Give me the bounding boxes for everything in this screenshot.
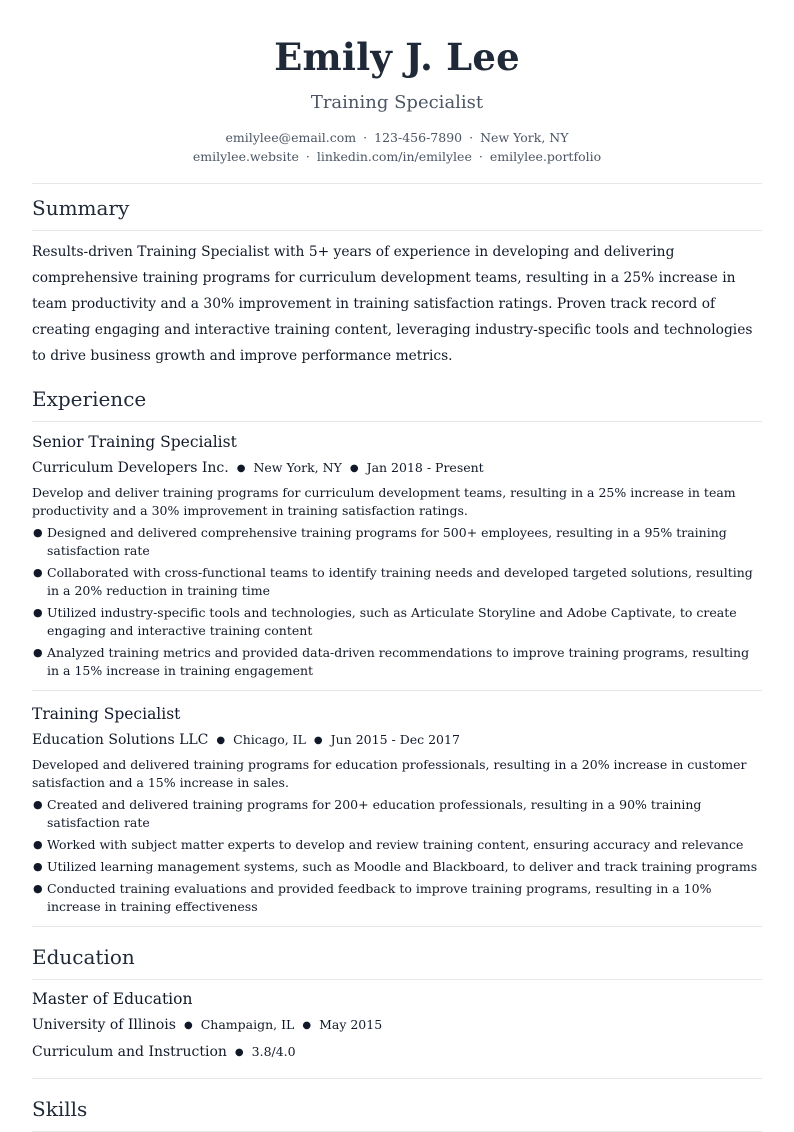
bullet-text: Designed and delivered comprehensive training programs for 500+ employees, resulting in a 95% training satisfaction rate — [47, 525, 727, 558]
list-item — [32, 858, 762, 876]
job-description: Develop and deliver training programs for curriculum development teams, resulting in a 25% increase in team productivity and a 30% improvement in training satisfaction ratings. — [32, 485, 736, 518]
bullet-dot: ● — [313, 735, 323, 746]
contact-separator: · — [478, 149, 483, 164]
contact-separator: · — [305, 149, 310, 164]
experience-heading: Experience — [32, 387, 147, 411]
education-date: May 2015 — [319, 1017, 383, 1032]
header-divider — [32, 183, 762, 184]
job-description: Developed and delivered training programs for education professionals, resulting in a 20% increase in customer satisfaction and a 15% increase in sales. — [32, 757, 747, 790]
contact-line-1 — [32, 128, 762, 147]
summary-heading: Summary — [32, 196, 130, 220]
summary-text: Results-driven Training Specialist with 5+ years of experience in developing and delivering comprehensive training programs for curriculum development teams, resulting in a 25% increase in team productivity and a 30% improvement in training satisfaction ratings. Proven track record of creating engaging and interactive training content, leveraging industry-specific tools and technologies to drive business growth and improve performance metrics. — [32, 244, 753, 364]
education-field: Curriculum and Instruction — [32, 1044, 227, 1060]
bullet-dot: ● — [33, 646, 43, 659]
job-entry — [32, 432, 762, 680]
experience-end-divider — [32, 926, 762, 927]
contact-email[interactable]: emilylee@email.com — [225, 130, 357, 145]
bullet-dot: ● — [234, 1047, 244, 1058]
bullet-text: Utilized industry-specific tools and technologies, such as Articulate Storyline and Adobe Captivate, to create engaging and interactive training content — [47, 605, 737, 638]
bullet-text: Utilized learning management systems, such as Moodle and Blackboard, to deliver and track training programs — [47, 859, 758, 874]
list-item — [32, 880, 762, 916]
bullet-dot: ● — [33, 860, 43, 873]
bullet-dot: ● — [33, 606, 43, 619]
contact-website[interactable]: emilylee.website — [192, 149, 299, 164]
list-item — [32, 524, 762, 560]
list-item — [32, 836, 762, 854]
education-school: University of Illinois — [32, 1017, 176, 1033]
job-meta — [32, 458, 762, 480]
list-item — [32, 604, 762, 640]
bullet-dot: ● — [183, 1020, 193, 1031]
candidate-title: Training Specialist — [310, 92, 484, 113]
job-title: Training Specialist — [32, 705, 181, 723]
job-company: Education Solutions LLC — [32, 732, 209, 748]
education-field-line — [32, 1042, 762, 1064]
education-heading: Education — [32, 945, 135, 969]
bullet-dot: ● — [302, 1020, 312, 1031]
bullet-text: Worked with subject matter experts to develop and review training content, ensuring accuracy and relevance — [47, 837, 744, 852]
bullet-dot: ● — [33, 798, 43, 811]
bullet-dot: ● — [33, 566, 43, 579]
bullet-dot: ● — [216, 735, 226, 746]
bullet-dot: ● — [349, 463, 359, 474]
resume-header — [32, 0, 762, 166]
contact-phone[interactable]: 123-456-7890 — [374, 130, 463, 145]
experience-divider — [32, 421, 762, 422]
job-bullets — [32, 796, 762, 916]
bullet-text: Conducted training evaluations and provided feedback to improve training programs, resulting in a 10% increase in training effectiveness — [47, 881, 712, 914]
education-divider — [32, 979, 762, 980]
bullet-text: Collaborated with cross-functional teams to identify training needs and developed targeted solutions, resulting in a 20% reduction in training time — [47, 565, 753, 598]
job-company: Curriculum Developers Inc. — [32, 460, 229, 476]
bullet-text: Created and delivered training programs for 200+ education professionals, resulting in a 90% training satisfaction rate — [47, 797, 702, 830]
education-end-divider — [32, 1078, 762, 1079]
job-entry — [32, 704, 762, 916]
skills-heading: Skills — [32, 1097, 88, 1121]
job-location: New York, NY — [253, 460, 342, 475]
list-item — [32, 796, 762, 832]
education-gpa: 3.8/4.0 — [251, 1044, 296, 1059]
contact-line-2 — [32, 147, 762, 166]
job-dates: Jan 2018 - Present — [366, 460, 484, 475]
summary-divider — [32, 230, 762, 231]
education-meta — [32, 1015, 762, 1037]
job-meta — [32, 730, 762, 752]
bullet-text: Analyzed training metrics and provided data-driven recommendations to improve training programs, resulting in a 15% increase in training engagement — [47, 645, 750, 678]
list-item — [32, 644, 762, 680]
job-divider — [32, 690, 762, 691]
job-title: Senior Training Specialist — [32, 433, 237, 451]
bullet-dot: ● — [236, 463, 246, 474]
education-location: Champaign, IL — [200, 1017, 295, 1032]
candidate-name: Emily J. Lee — [274, 35, 520, 79]
bullet-dot: ● — [33, 838, 43, 851]
contact-location: New York, NY — [480, 130, 569, 145]
contact-portfolio[interactable]: emilylee.portfolio — [489, 149, 602, 164]
education-degree: Master of Education — [32, 990, 193, 1008]
bullet-dot: ● — [33, 882, 43, 895]
contact-separator: · — [363, 130, 368, 145]
contact-linkedin[interactable]: linkedin.com/in/emilylee — [316, 149, 472, 164]
bullet-dot: ● — [33, 526, 43, 539]
job-location: Chicago, IL — [233, 732, 306, 747]
contact-separator: · — [469, 130, 474, 145]
job-dates: Jun 2015 - Dec 2017 — [330, 732, 460, 747]
job-bullets — [32, 524, 762, 680]
list-item — [32, 564, 762, 600]
education-entry — [32, 989, 762, 1064]
